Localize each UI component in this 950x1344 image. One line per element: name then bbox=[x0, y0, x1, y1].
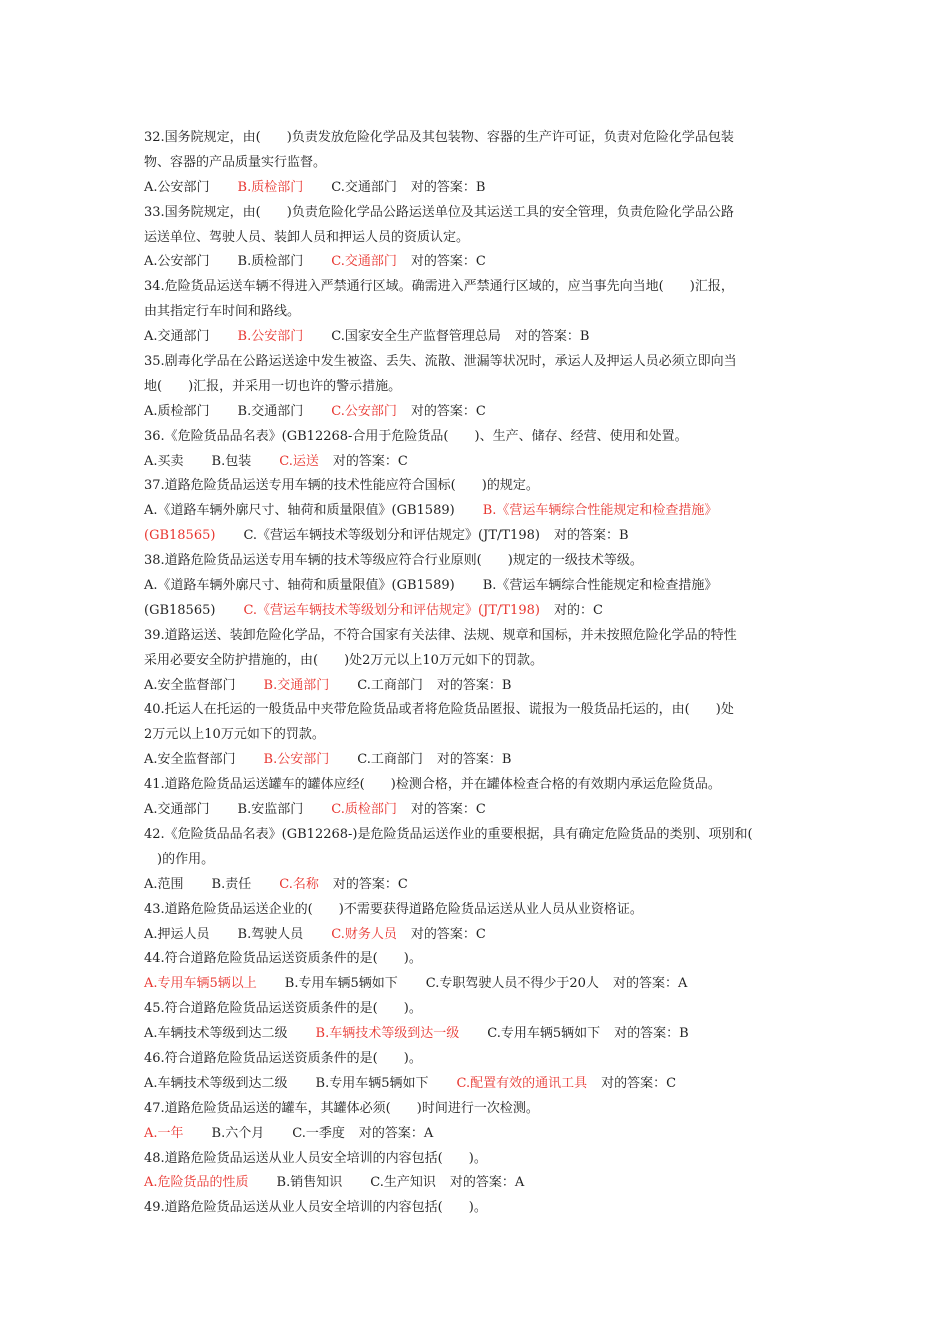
option-c-correct: C.运送 bbox=[279, 453, 319, 469]
option-b: B.安监部门 bbox=[237, 802, 304, 818]
question-48-options bbox=[144, 1171, 806, 1196]
answer: 对的答案：B bbox=[436, 677, 512, 693]
option-c: C.专职驾驶人员不得少于20人 bbox=[425, 976, 599, 992]
question-32-stem-line-1: 32.国务院规定，由( )负责发放危险化学品及其包装物、容器的生产许可证，负责对危险化学品包装 bbox=[144, 130, 734, 145]
option-b-correct: B.《营运车辆综合性能规定和检查措施》 bbox=[482, 503, 718, 519]
question-47-stem-line-1: 47.道路危险货品运送的罐车，其罐体必须( )时间进行一次检测。 bbox=[144, 1100, 539, 1116]
question-38-stem-line-1: 38.道路危险货品运送专用车辆的技术等级应符合行业原则( )规定的一级技术等级。 bbox=[144, 553, 643, 569]
option-b-correct: B.车辆技术等级到达一级 bbox=[315, 1026, 460, 1042]
option-a: A.交通部门 bbox=[144, 802, 210, 818]
option-a: A.交通部门 bbox=[144, 329, 210, 345]
answer: 对的答案：B bbox=[436, 752, 512, 768]
answer: 对的答案：C bbox=[410, 403, 486, 419]
option-b-correct: B.公安部门 bbox=[263, 752, 330, 768]
question-42-stem-line-2: )的作用。 bbox=[144, 851, 215, 867]
option-b-correct: B.交通部门 bbox=[263, 677, 330, 693]
option-a: A.公安部门 bbox=[144, 254, 210, 270]
question-40-stem-line-2: 2万元以上10万元如下的罚款。 bbox=[144, 727, 325, 743]
question-45-stem-line-1: 45.符合道路危险货品运送资质条件的是( )。 bbox=[144, 1001, 422, 1017]
option-b: B.专用车辆5辆如下 bbox=[284, 976, 398, 992]
answer: 对的答案：C bbox=[332, 876, 408, 892]
question-33-stem-line-2: 运送单位、驾驶人员、装卸人员和押运人员的资质认定。 bbox=[144, 229, 470, 245]
option-a: A.《道路车辆外廓尺寸、轴荷和质量限值》(GB1589) bbox=[144, 578, 455, 594]
question-33-stem-line-1: 33.国务院规定，由( )负责危险化学品公路运送单位及其运送工具的安全管理，负责危险化学品公路 bbox=[144, 204, 734, 220]
question-42-stem-line-1: 42.《危险货品品名表》(GB12268-)是危险货品运送作业的重要根据，具有确定危险货品的类别、项别和( bbox=[144, 826, 753, 842]
question-37-options-line-2 bbox=[144, 524, 806, 549]
option-c: C.专用车辆5辆如下 bbox=[487, 1026, 601, 1042]
option-b: B.包装 bbox=[211, 453, 252, 469]
question-44-options bbox=[144, 972, 806, 997]
option-b: B.销售知识 bbox=[276, 1175, 343, 1191]
answer: 对的答案：B bbox=[514, 329, 590, 345]
question-44-stem-line-1: 44.符合道路危险货品运送资质条件的是( )。 bbox=[144, 951, 422, 967]
option-c: C.国家安全生产监督管理总局 bbox=[331, 329, 501, 345]
option-a: A.公安部门 bbox=[144, 179, 210, 195]
option-a: A.车辆技术等级到达二级 bbox=[144, 1075, 288, 1091]
question-32-stem-line-2: 物、容器的产品质量实行监督。 bbox=[144, 154, 327, 170]
option-c-correct: C.交通部门 bbox=[331, 254, 397, 270]
answer: 对的答案：A bbox=[449, 1175, 525, 1191]
question-41-options bbox=[144, 798, 806, 823]
question-39-stem-line-1: 39.道路运送、装卸危险化学品，不符合国家有关法律、法规、规章和国标，并未按照危险化学品的特性 bbox=[144, 627, 737, 643]
option-b-correct: B.质检部门 bbox=[237, 179, 304, 195]
option-b-correct-cont: (GB18565) bbox=[144, 528, 216, 544]
question-47-options bbox=[144, 1122, 806, 1147]
question-33-options bbox=[144, 250, 806, 275]
option-c: C.交通部门 bbox=[331, 179, 397, 195]
question-45-options bbox=[144, 1022, 806, 1047]
document-page bbox=[144, 126, 806, 1221]
option-a: A.《道路车辆外廓尺寸、轴荷和质量限值》(GB1589) bbox=[144, 503, 455, 519]
option-b: B.《营运车辆综合性能规定和检查措施》 bbox=[482, 578, 718, 594]
question-49-stem-line-1: 49.道路危险货品运送从业人员安全培训的内容包括( )。 bbox=[144, 1200, 487, 1216]
question-32-options bbox=[144, 176, 806, 201]
question-39-stem-line-2: 采用必要安全防护措施的，由( )处2万元以上10万元如下的罚款。 bbox=[144, 652, 543, 668]
question-43-options bbox=[144, 923, 806, 948]
option-a: A.买卖 bbox=[144, 453, 184, 469]
question-35-stem-line-1: 35.剧毒化学品在公路运送途中发生被盗、丢失、流散、泄漏等状况时，承运人及押运人员必须立即向当 bbox=[144, 354, 737, 370]
answer: 对的：C bbox=[553, 602, 603, 618]
question-42-options bbox=[144, 873, 806, 898]
answer: 对的答案：C bbox=[601, 1075, 677, 1091]
option-b: B.专用车辆5辆如下 bbox=[315, 1075, 429, 1091]
question-36-stem-line-1: 36.《危险货品品名表》(GB12268-合用于危险货品( )、生产、储存、经营、使用和处置。 bbox=[144, 428, 688, 444]
question-38-options-line-2 bbox=[144, 599, 806, 624]
option-c-correct: C.公安部门 bbox=[331, 403, 397, 419]
option-b: B.交通部门 bbox=[237, 403, 304, 419]
option-c-correct: C.《营运车辆技术等级划分和评估规定》(JT/T198) bbox=[243, 602, 540, 618]
answer: 对的答案：A bbox=[358, 1125, 434, 1141]
option-b: B.六个月 bbox=[211, 1125, 265, 1141]
question-34-options bbox=[144, 325, 806, 350]
question-43-stem-line-1: 43.道路危险货品运送企业的( )不需要获得道路危险货品运送从业人员从业资格证。 bbox=[144, 901, 643, 917]
option-b: B.责任 bbox=[211, 876, 252, 892]
question-46-stem-line-1: 46.符合道路危险货品运送资质条件的是( )。 bbox=[144, 1050, 422, 1066]
question-40-options bbox=[144, 748, 806, 773]
option-c: C.生产知识 bbox=[370, 1175, 436, 1191]
option-b: B.质检部门 bbox=[237, 254, 304, 270]
option-b-cont: (GB18565) bbox=[144, 602, 216, 618]
option-a: A.范围 bbox=[144, 876, 184, 892]
question-35-options bbox=[144, 400, 806, 425]
option-c: C.《营运车辆技术等级划分和评估规定》(JT/T198) bbox=[243, 528, 540, 544]
option-c-correct: C.质检部门 bbox=[331, 802, 397, 818]
option-c-correct: C.名称 bbox=[279, 876, 319, 892]
answer: 对的答案：A bbox=[612, 976, 688, 992]
question-36-options bbox=[144, 450, 806, 475]
option-a: A.押运人员 bbox=[144, 926, 210, 942]
answer: 对的答案：B bbox=[553, 528, 629, 544]
option-b-correct: B.公安部门 bbox=[237, 329, 304, 345]
option-a: A.安全监督部门 bbox=[144, 677, 236, 693]
option-c-correct: C.财务人员 bbox=[331, 926, 397, 942]
option-a-correct: A.危险货品的性质 bbox=[144, 1175, 249, 1191]
option-b: B.驾驶人员 bbox=[237, 926, 304, 942]
question-48-stem-line-1: 48.道路危险货品运送从业人员安全培训的内容包括( )。 bbox=[144, 1150, 487, 1166]
question-34-stem-line-1: 34.危险货品运送车辆不得进入严禁通行区域。确需进入严禁通行区域的，应当事先向当地( )汇报， bbox=[144, 279, 734, 295]
question-35-stem-line-2: 地( )汇报，并采用一切也许的警示措施。 bbox=[144, 378, 402, 394]
option-a-correct: A.专用车辆5辆以上 bbox=[144, 976, 257, 992]
answer: 对的答案：B bbox=[410, 179, 486, 195]
question-39-options bbox=[144, 674, 806, 699]
answer: 对的答案：C bbox=[410, 254, 486, 270]
option-a-correct: A.一年 bbox=[144, 1125, 184, 1141]
answer: 对的答案：C bbox=[410, 926, 486, 942]
question-40-stem-line-1: 40.托运人在托运的一般货品中夹带危险货品或者将危险货品匿报、谎报为一般货品托运的，由( )处 bbox=[144, 702, 734, 718]
answer: 对的答案：C bbox=[332, 453, 408, 469]
option-c: C.工商部门 bbox=[357, 752, 423, 768]
question-41-stem-line-1: 41.道路危险货品运送罐车的罐体应经( )检测合格，并在罐体检查合格的有效期内承运危险货品。 bbox=[144, 777, 721, 793]
question-37-options-line-1 bbox=[144, 499, 806, 524]
option-a: A.质检部门 bbox=[144, 403, 210, 419]
answer: 对的答案：B bbox=[614, 1026, 689, 1042]
question-46-options bbox=[144, 1072, 806, 1097]
question-34-stem-line-2: 由其指定行车时间和路线。 bbox=[144, 304, 301, 320]
option-a: A.安全监督部门 bbox=[144, 752, 236, 768]
option-c: C.一季度 bbox=[292, 1125, 345, 1141]
option-c-correct: C.配置有效的通讯工具 bbox=[456, 1075, 588, 1091]
answer: 对的答案：C bbox=[410, 802, 486, 818]
option-c: C.工商部门 bbox=[357, 677, 423, 693]
question-38-options-line-1 bbox=[144, 574, 806, 599]
question-37-stem-line-1: 37.道路危险货品运送专用车辆的技术性能应符合国标( )的规定。 bbox=[144, 478, 539, 494]
option-a: A.车辆技术等级到达二级 bbox=[144, 1026, 288, 1042]
